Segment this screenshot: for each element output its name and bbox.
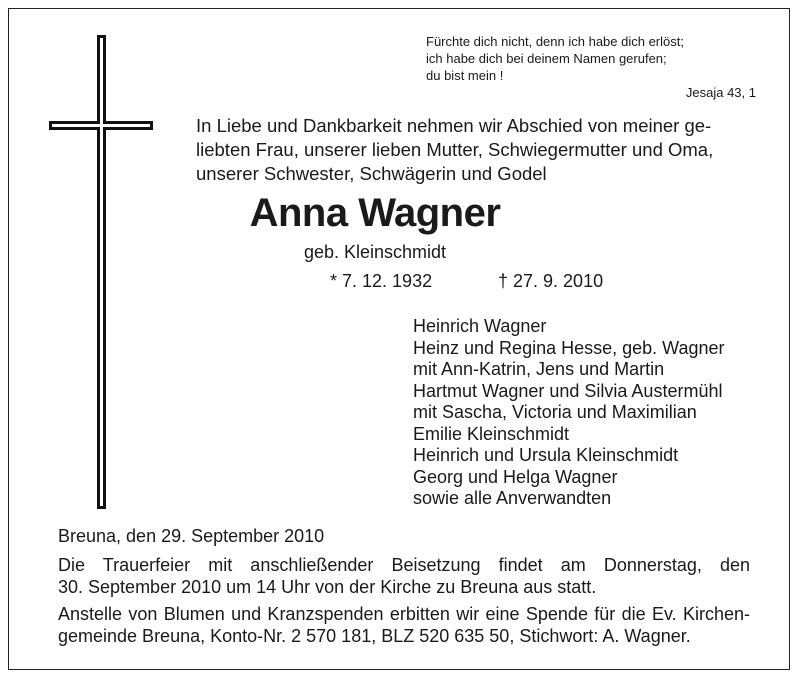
intro-line: unserer Schwester, Schwägerin und Godel xyxy=(196,163,547,184)
verse-reference: Jesaja 43, 1 xyxy=(685,85,756,100)
mourner-entry: Heinrich und Ursula Kleinschmidt xyxy=(413,445,679,465)
mourner-entry: Georg und Helga Wagner xyxy=(413,466,618,487)
birth-date: * 7. 12. 1932 xyxy=(330,271,433,291)
funeral-notice xyxy=(58,554,750,598)
mourner-entry: Emilie Kleinschmidt xyxy=(413,423,570,444)
mourner-entry: Heinrich Wagner xyxy=(413,316,547,336)
mourner-entry: mit Sascha, Victoria und Maximilian xyxy=(413,402,697,422)
donation-notice-line: Anstelle von Blumen und Kranzspenden erbitten wir eine Spende für die Ev. Kirchen- xyxy=(58,604,750,624)
donation-notice xyxy=(58,603,750,647)
verse-line: ich habe dich bei deinem Namen gerufen; xyxy=(426,51,667,66)
maiden-name: geb. Kleinschmidt xyxy=(303,242,447,262)
deceased-name: Anna Wagner xyxy=(249,191,501,235)
place-and-date: Breuna, den 29. September 2010 xyxy=(58,526,325,546)
verse-line: Fürchte dich nicht, denn ich habe dich erlöst; xyxy=(426,34,684,49)
intro-line: liebten Frau, unserer lieben Mutter, Schwiegermutter und Oma, xyxy=(196,139,714,160)
mourner-entry: sowie alle Anverwandten xyxy=(413,488,612,508)
death-date: † 27. 9. 2010 xyxy=(498,271,604,291)
intro-line: In Liebe und Dankbarkeit nehmen wir Abschied von meiner ge- xyxy=(196,115,712,136)
mourner-entry: Hartmut Wagner und Silvia Austermühl xyxy=(413,380,723,401)
verse-line: du bist mein ! xyxy=(426,68,504,83)
bible-verse xyxy=(426,33,756,101)
funeral-notice-line: Die Trauerfeier mit anschließender Beisetzung findet am Donnerstag, den xyxy=(58,555,750,575)
mourner-entry: mit Ann-Katrin, Jens und Martin xyxy=(413,359,665,379)
funeral-notice-line: 30. September 2010 um 14 Uhr von der Kirche zu Breuna aus statt. xyxy=(58,577,597,597)
farewell-intro xyxy=(196,114,752,186)
mourners-list xyxy=(413,316,725,510)
donation-notice-line: gemeinde Breuna, Konto-Nr. 2 570 181, BLZ 520 635 50, Stichwort: A. Wagner. xyxy=(58,626,691,646)
mourner-entry: Heinz und Regina Hesse, geb. Wagner xyxy=(413,337,725,358)
